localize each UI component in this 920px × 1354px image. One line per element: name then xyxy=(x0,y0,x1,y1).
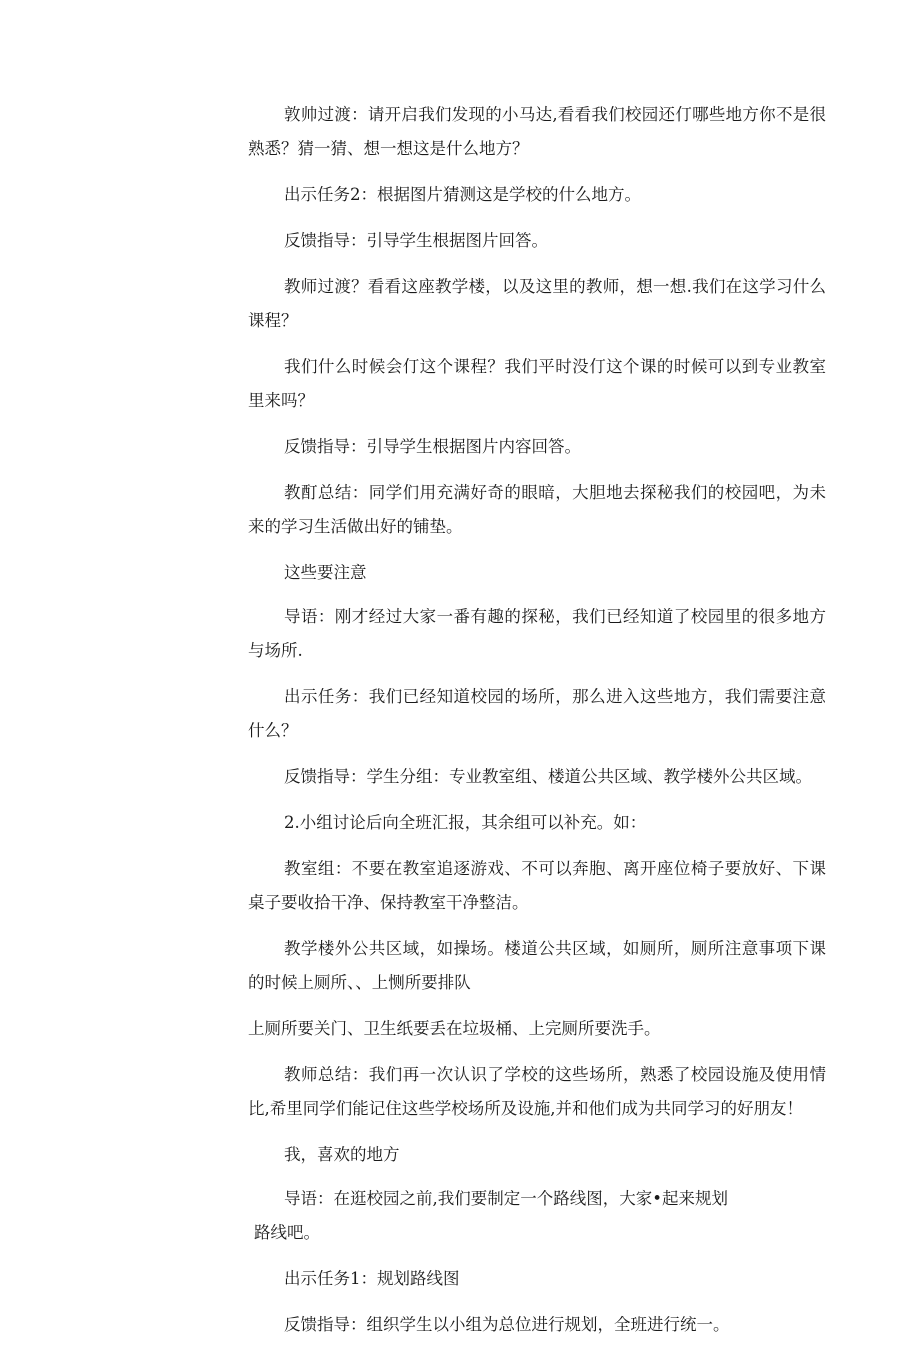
paragraph-teacher-transition-1: 敦帅过渡：请开启我们发现的小马达,看看我们校园还仃哪些地方你不是很熟悉？猜一猜、想一想这是什么地方？ xyxy=(248,105,826,158)
paragraph-task-2: 出示任务2：根据图片猜测这是学校的什么地方。 xyxy=(284,185,641,204)
section-heading-attention: 这些要注意 xyxy=(284,563,367,582)
paragraph-teacher-summary-1: 教酊总结：同学们用充满好奇的眼暗，大胆地去探秘我们的校园吧，为未来的学习生活做出好的铺垫。 xyxy=(248,483,826,536)
paragraph-classroom-group: 教室组：不要在教室追逐游戏、不可以奔胞、离开座位椅子要放好、下课桌子要收拾干净、保持教室干净整洁。 xyxy=(248,859,826,912)
section-heading-favorite-place: 我，喜欢的地方 xyxy=(284,1145,400,1164)
paragraph-task-1-route: 出示任务1：规划路线图 xyxy=(284,1269,460,1288)
paragraph-intro-1: 导语：刚才经过大家一番有趣的探秘，我们已经知道了校园里的很多地方与场所. xyxy=(248,607,826,660)
paragraph-feedback-route: 反馈指导：组织学生以小组为总位进行规划，全班进行统一。 xyxy=(284,1315,730,1334)
paragraph-feedback-groups: 反馈指导：学生分组：专业教室组、楼道公共区域、教学楼外公共区域。 xyxy=(284,767,812,786)
paragraph-public-area: 教学楼外公共区域，如操场。楼道公共区域，如厕所，厕所注意事项下课的时候上厕所、、上恻所要排队 xyxy=(248,939,826,992)
paragraph-feedback-1: 反馈指导：引导学生根据图片回答。 xyxy=(284,231,548,250)
paragraph-intro-2-line1: 导语：在逛校园之前,我们要制定一个路线图，大家•起来规划 xyxy=(284,1189,728,1208)
paragraph-group-report: 2.小组讨论后向全班汇报，其余组可以补充。如： xyxy=(284,813,647,832)
paragraph-intro-2-line2: 路线吧。 xyxy=(254,1223,320,1242)
document-body xyxy=(248,98,826,1354)
paragraph-teacher-transition-2: 教师过渡？看看这座教学楼，以及这里的教师，想一想.我们在这学习什么课程？ xyxy=(248,277,826,330)
paragraph-toilet-rules: 上厕所要关门、卫生纸要丢在垃圾桶、上完厕所要洗手。 xyxy=(248,1019,661,1038)
paragraph-feedback-2: 反馈指导：引导学生根据图片内容回答。 xyxy=(284,437,581,456)
paragraph-teacher-summary-2: 教师总结：我们再一次认识了学校的这些场所，熟悉了校园设施及使用情比,希里同学们能记住这些学校场所及设施,并和他们成为共同学习的好朋友！ xyxy=(248,1065,826,1118)
paragraph-course-question: 我们什么时候会仃这个课程？我们平时没仃这个课的时候可以到专业教室里来吗？ xyxy=(248,357,826,410)
paragraph-task-attention: 出示任务：我们已经知道校园的场所，那么进入这些地方，我们需要注意什么？ xyxy=(248,687,826,740)
